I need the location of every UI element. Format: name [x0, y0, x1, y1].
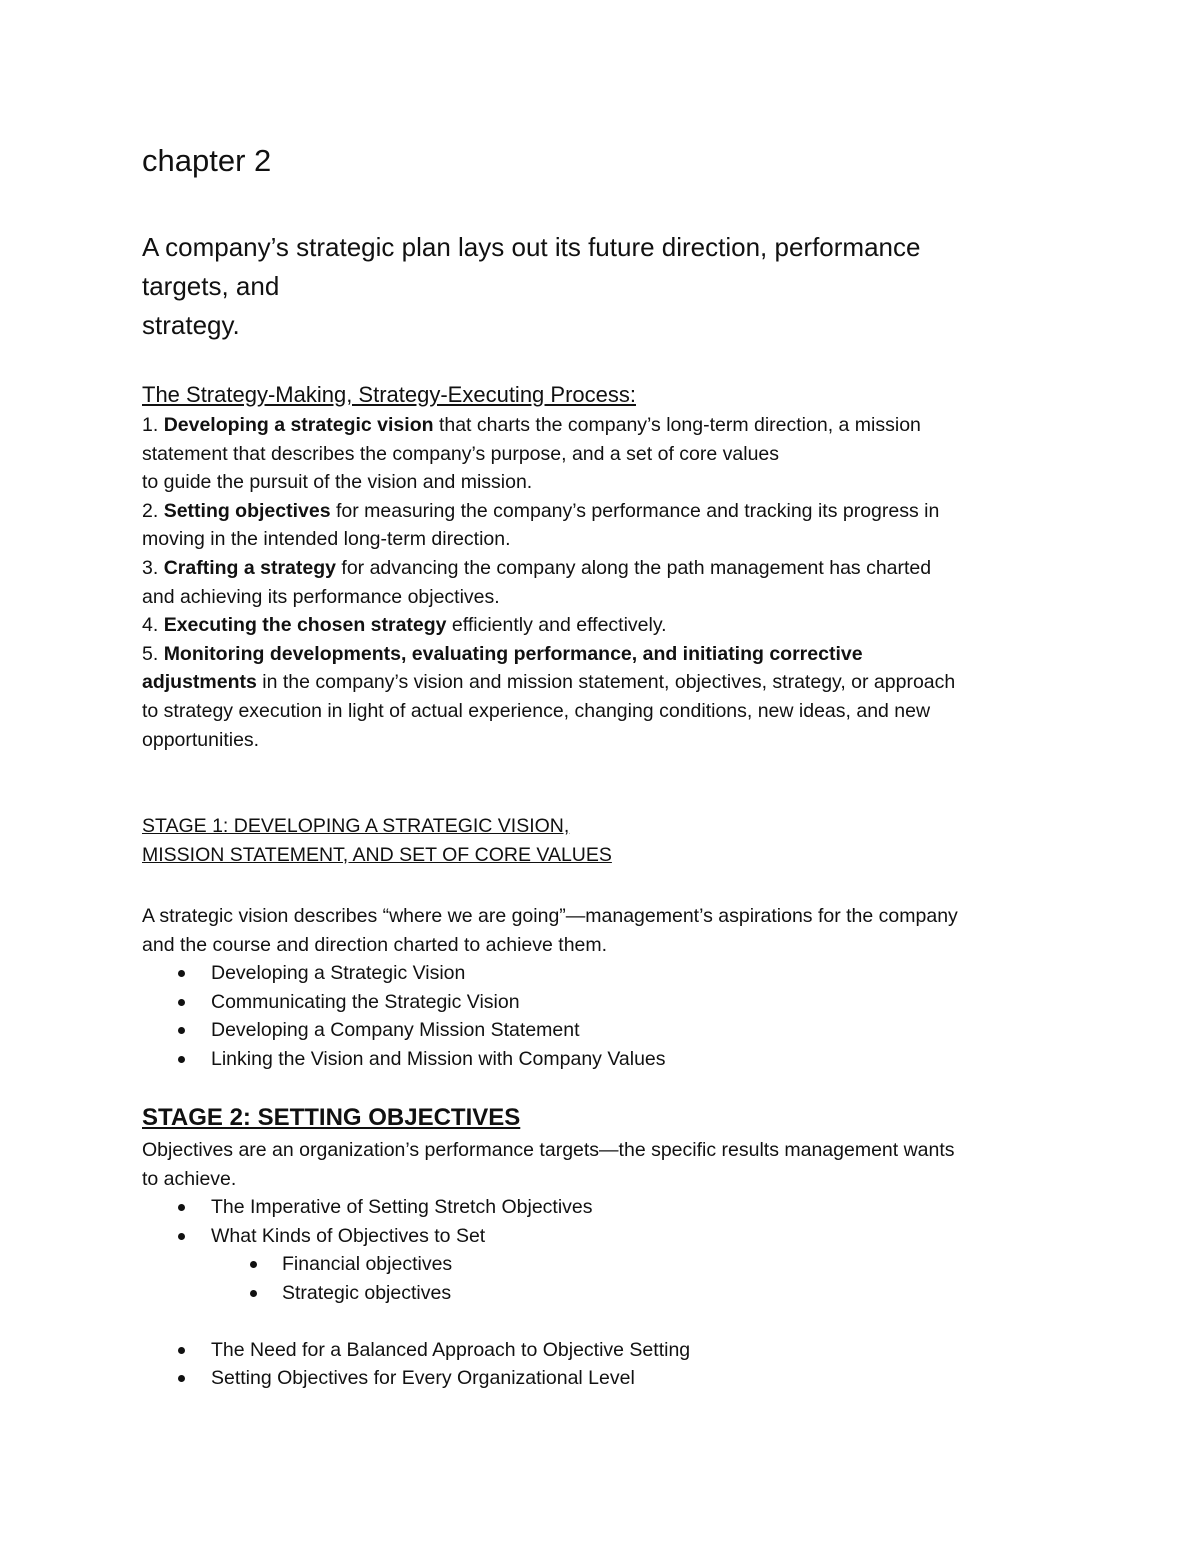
list-item-text: Communicating the Strategic Vision	[211, 990, 520, 1013]
chapter-title: chapter 2	[142, 143, 272, 178]
description-line: to achieve.	[142, 1167, 237, 1190]
bullet-icon	[178, 1375, 185, 1382]
stage-2-bullet-list	[142, 1193, 1062, 1250]
process-item-1-line-3: to guide the pursuit of the vision and mission.	[142, 471, 533, 494]
list-item-text: Strategic objectives	[282, 1281, 452, 1304]
process-section	[142, 379, 1062, 754]
process-item-3-line-2: and achieving its performance objectives.	[142, 585, 500, 608]
intro-line: strategy.	[142, 310, 240, 340]
stage-1-section	[142, 812, 1062, 1070]
process-item-4	[142, 611, 1062, 640]
spacer	[142, 1308, 1062, 1336]
item-number: 1.	[142, 414, 164, 436]
item-number: 4.	[142, 614, 164, 637]
list-item	[142, 1045, 1062, 1074]
list-item	[142, 988, 1062, 1017]
description-line: and the course and direction charted to achieve them.	[142, 933, 608, 956]
process-item-3	[142, 554, 1062, 583]
bullet-icon	[178, 1204, 185, 1211]
process-heading: The Strategy-Making, Strategy-Executing Process:	[142, 382, 636, 407]
item-text: for measuring the company’s performance and tracking its progress in	[330, 499, 940, 522]
bullet-icon	[178, 1056, 185, 1063]
stage-1-heading-line: MISSION STATEMENT, AND SET OF CORE VALUES	[142, 843, 612, 866]
description-line: A strategic vision describes “where we are going”—management’s aspirations for the company	[142, 905, 958, 927]
bullet-icon	[178, 1233, 185, 1240]
item-number: 3.	[142, 556, 164, 579]
item-bold-text: Monitoring developments, evaluating performance, and initiating corrective	[163, 642, 863, 665]
process-item-5-line-3: to strategy execution in light of actual experience, changing conditions, new ideas, and new	[142, 699, 931, 722]
item-bold-text: Executing the chosen strategy	[163, 614, 447, 637]
intro-paragraph	[142, 228, 1062, 345]
bullet-icon	[178, 999, 185, 1006]
item-text: that charts the company’s long-term direction, a mission	[433, 414, 921, 436]
list-item-text: The Need for a Balanced Approach to Objective Setting	[211, 1338, 691, 1361]
list-item-text: Developing a Strategic Vision	[211, 962, 466, 985]
stage-2-description	[142, 1136, 1062, 1193]
intro-line: A company’s strategic plan lays out its future direction, performance	[142, 232, 921, 262]
stage-2-bullet-list-continued	[142, 1336, 1062, 1393]
stage-2-sub-bullet-list	[142, 1250, 1062, 1307]
stage-1-body	[142, 902, 1062, 1074]
stage-1-description	[142, 902, 1062, 959]
process-item-2	[142, 497, 1062, 526]
list-item-text: Financial objectives	[282, 1253, 453, 1276]
list-item-text: Linking the Vision and Mission with Company Values	[211, 1047, 666, 1070]
process-item-1-line-2: statement that describes the company’s purpose, and a set of core values	[142, 442, 780, 465]
process-item-5-line-2	[142, 668, 1062, 697]
list-item-text: Setting Objectives for Every Organizational Level	[211, 1367, 635, 1390]
bullet-icon	[178, 1027, 185, 1034]
stage-1-heading-line: STAGE 1: DEVELOPING A STRATEGIC VISION,	[142, 815, 570, 837]
list-item	[142, 959, 1062, 988]
stage-1-heading	[142, 812, 1062, 869]
sub-list-item	[142, 1250, 1062, 1279]
item-bold-text: Setting objectives	[163, 499, 331, 522]
list-item-text: What Kinds of Objectives to Set	[211, 1224, 486, 1247]
process-item-2-line-2: moving in the intended long-term direction.	[142, 528, 511, 551]
item-text: efficiently and effectively.	[446, 614, 667, 637]
process-item-5	[142, 640, 1062, 669]
list-item	[142, 1222, 1062, 1251]
item-number: 2.	[142, 499, 164, 522]
item-bold-text: Crafting a strategy	[163, 556, 336, 579]
sub-list-item	[142, 1279, 1062, 1308]
stage-1-bullet-list	[142, 959, 1062, 1073]
list-item-text: The Imperative of Setting Stretch Objectives	[211, 1196, 593, 1219]
bullet-icon	[178, 970, 185, 977]
stage-2-section	[142, 1100, 1062, 1393]
item-text: for advancing the company along the path management has charted	[335, 556, 932, 579]
list-item-text: Developing a Company Mission Statement	[211, 1019, 580, 1042]
bullet-icon	[250, 1261, 257, 1268]
process-item-1	[142, 411, 1062, 440]
description-line: Objectives are an organization’s performance targets—the specific results management wants	[142, 1139, 955, 1161]
item-number: 5.	[142, 642, 164, 665]
list-item	[142, 1336, 1062, 1365]
bullet-icon	[250, 1290, 257, 1297]
process-item-5-line-4: opportunities.	[142, 728, 260, 751]
list-item	[142, 1364, 1062, 1393]
bullet-icon	[178, 1347, 185, 1354]
process-list	[142, 411, 1062, 754]
item-bold-text: adjustments	[142, 671, 257, 694]
intro-line: targets, and	[142, 271, 280, 301]
list-item	[142, 1193, 1062, 1222]
list-item	[142, 1016, 1062, 1045]
item-bold-text: Developing a strategic vision	[163, 414, 434, 436]
item-text: in the company’s vision and mission statement, objectives, strategy, or approach	[256, 671, 956, 694]
stage-2-heading: STAGE 2: SETTING OBJECTIVES	[142, 1104, 521, 1131]
